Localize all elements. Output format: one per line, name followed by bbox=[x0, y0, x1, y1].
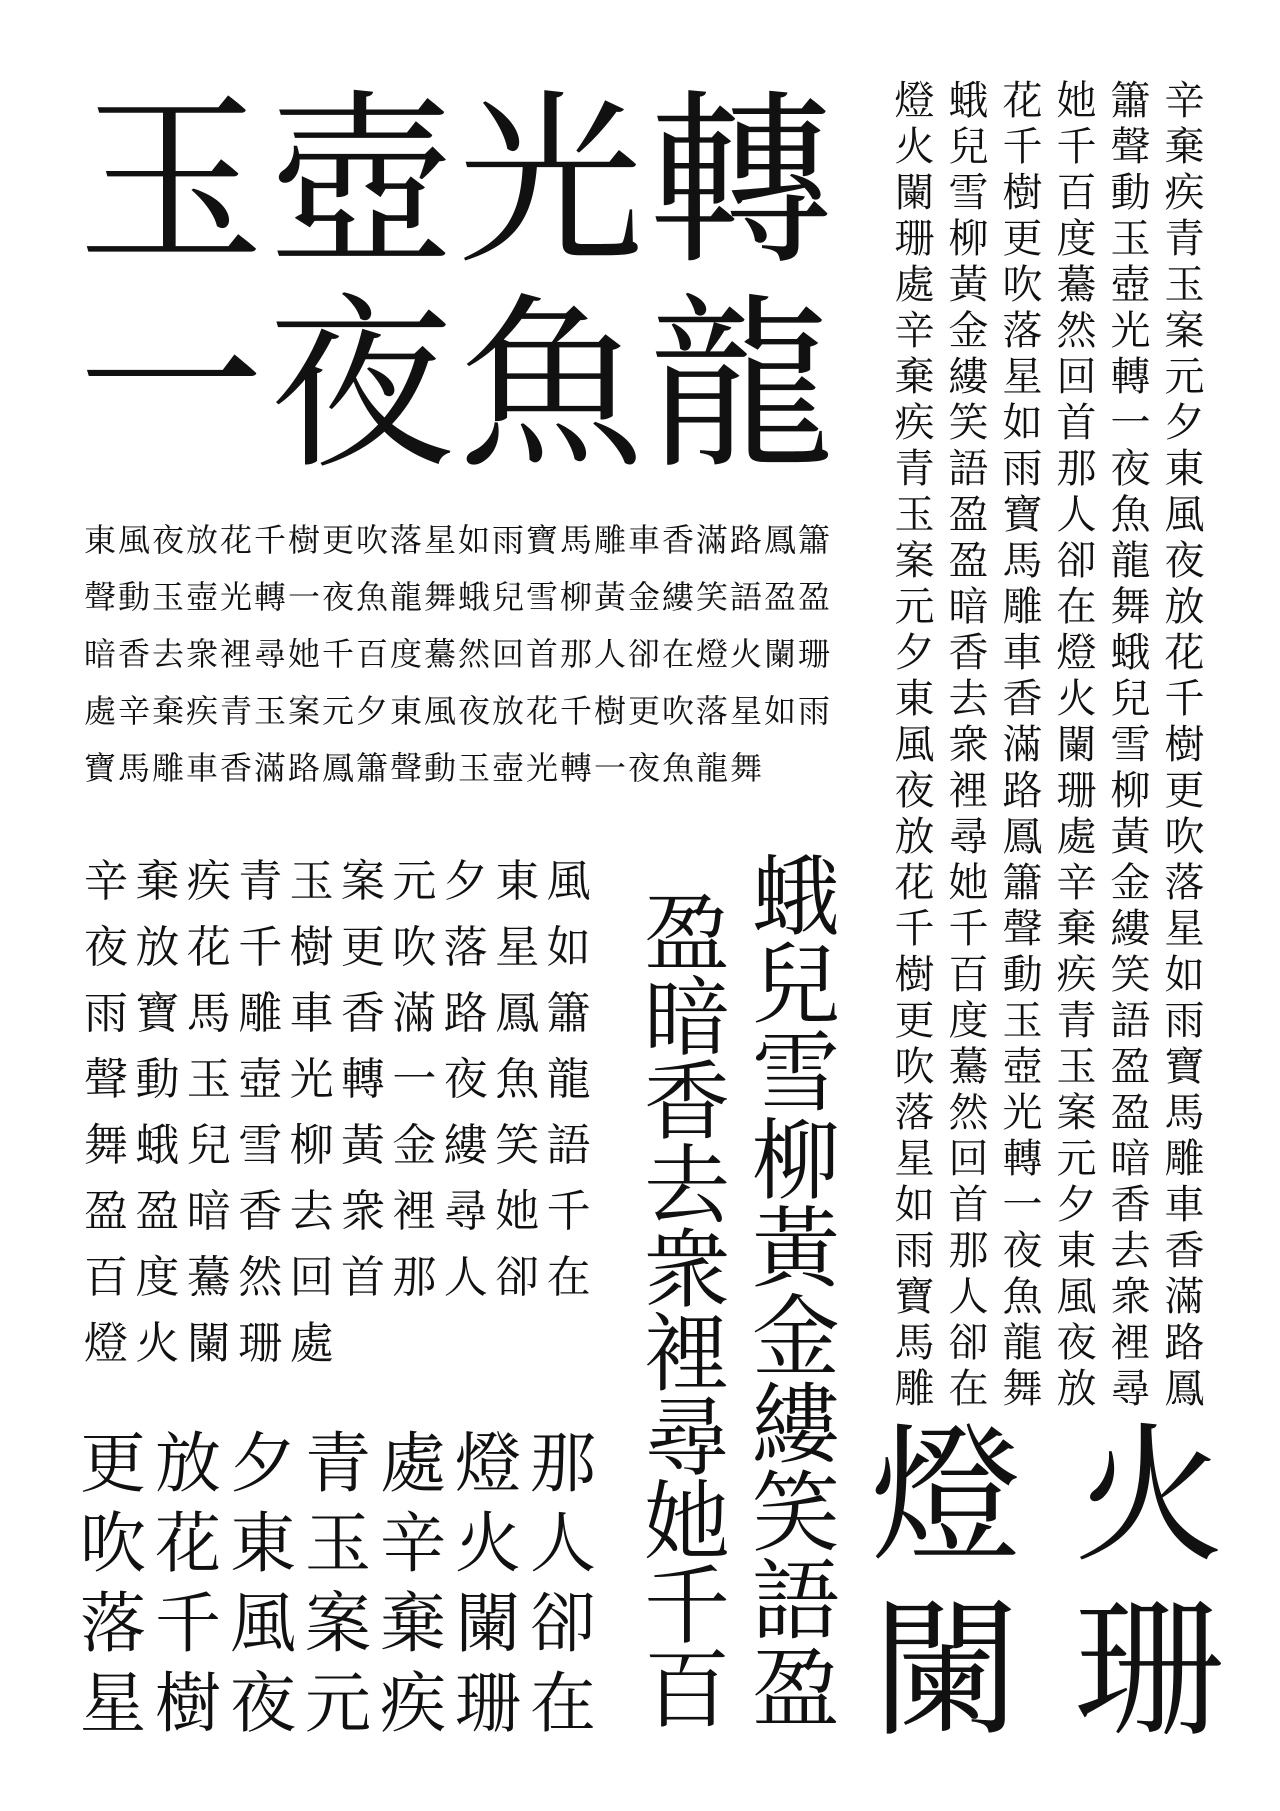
paragraph-line: 處辛棄疾青玉案元夕東風夜放花千樹更吹落星如雨 bbox=[84, 692, 833, 730]
corner-display-text bbox=[871, 1410, 1277, 1758]
medium-text-line: 夜放花千樹更吹落星如 bbox=[84, 922, 598, 973]
medium-text-line: 盈盈暗香去衆裡尋她千 bbox=[84, 1186, 598, 1237]
medium-text-line: 燈火闌珊處 bbox=[84, 1318, 341, 1369]
headline bbox=[78, 73, 839, 494]
vertical-large-column-left: 盈暗香去衆裡尋她千百 bbox=[629, 888, 729, 1728]
body-paragraph bbox=[84, 512, 832, 797]
large-text-grid bbox=[80, 1424, 605, 1744]
paragraph-line: 聲動玉壺光轉一夜魚龍舞蛾兒雪柳黃金縷笑語盈盈 bbox=[84, 578, 833, 616]
vertical-small-column: 她千百度驀然回首那人卻在燈火闌珊處辛棄疾青玉案元夕東風夜放 bbox=[1050, 79, 1096, 1413]
medium-text-block bbox=[84, 849, 598, 1377]
vertical-small-column: 辛棄疾青玉案元夕東風夜放花千樹更吹落星如雨寶馬雕車香滿路鳳 bbox=[1158, 79, 1204, 1413]
medium-text-line: 辛棄疾青玉案元夕東風 bbox=[84, 856, 598, 907]
corner-row: 燈火 bbox=[871, 1410, 1278, 1584]
medium-text-line: 舞蛾兒雪柳黃金縷笑語 bbox=[84, 1120, 598, 1171]
medium-text-line: 雨寶馬雕車香滿路鳳簫 bbox=[84, 988, 598, 1039]
large-grid-row: 更放夕青處燈那 bbox=[80, 1425, 605, 1502]
medium-text-line: 百度驀然回首那人卻在 bbox=[84, 1252, 598, 1303]
large-grid-row: 吹花東玉辛火人 bbox=[80, 1505, 605, 1582]
paragraph-line: 東風夜放花千樹更吹落星如雨寶馬雕車香滿路鳳簫 bbox=[84, 521, 833, 559]
vertical-small-column: 燈火闌珊處辛棄疾青玉案元夕東風夜放花千樹更吹落星如雨寶馬雕 bbox=[888, 79, 934, 1413]
vertical-large-column-right: 蛾兒雪柳黃金縷笑語盈 bbox=[738, 850, 841, 1730]
paragraph-line: 寶馬雕車香滿路鳳簫聲動玉壺光轉一夜魚龍舞 bbox=[84, 749, 765, 787]
medium-text-line: 聲動玉壺光轉一夜魚龍 bbox=[84, 1054, 598, 1105]
headline-line: 玉壺光轉 bbox=[78, 73, 839, 290]
vertical-small-text-block bbox=[884, 79, 1208, 1413]
vertical-small-column: 蛾兒雪柳黃金縷笑語盈盈暗香去衆裡尋她千百度驀然回首那人卻在 bbox=[942, 79, 988, 1413]
paragraph-line: 暗香去衆裡尋她千百度驀然回首那人卻在燈火闌珊 bbox=[84, 635, 833, 673]
large-grid-row: 星樹夜元疾珊在 bbox=[80, 1665, 605, 1742]
corner-row: 闌珊 bbox=[871, 1584, 1278, 1758]
vertical-small-column: 簫聲動玉壺光轉一夜魚龍舞蛾兒雪柳黃金縷笑語盈盈暗香去衆裡尋 bbox=[1104, 79, 1150, 1413]
vertical-small-column: 花千樹更吹落星如雨寶馬雕車香滿路鳳簫聲動玉壺光轉一夜魚龍舞 bbox=[996, 79, 1042, 1413]
headline-line: 一夜魚龍 bbox=[78, 277, 839, 494]
large-grid-row: 落千風案棄闌卻 bbox=[80, 1585, 605, 1662]
